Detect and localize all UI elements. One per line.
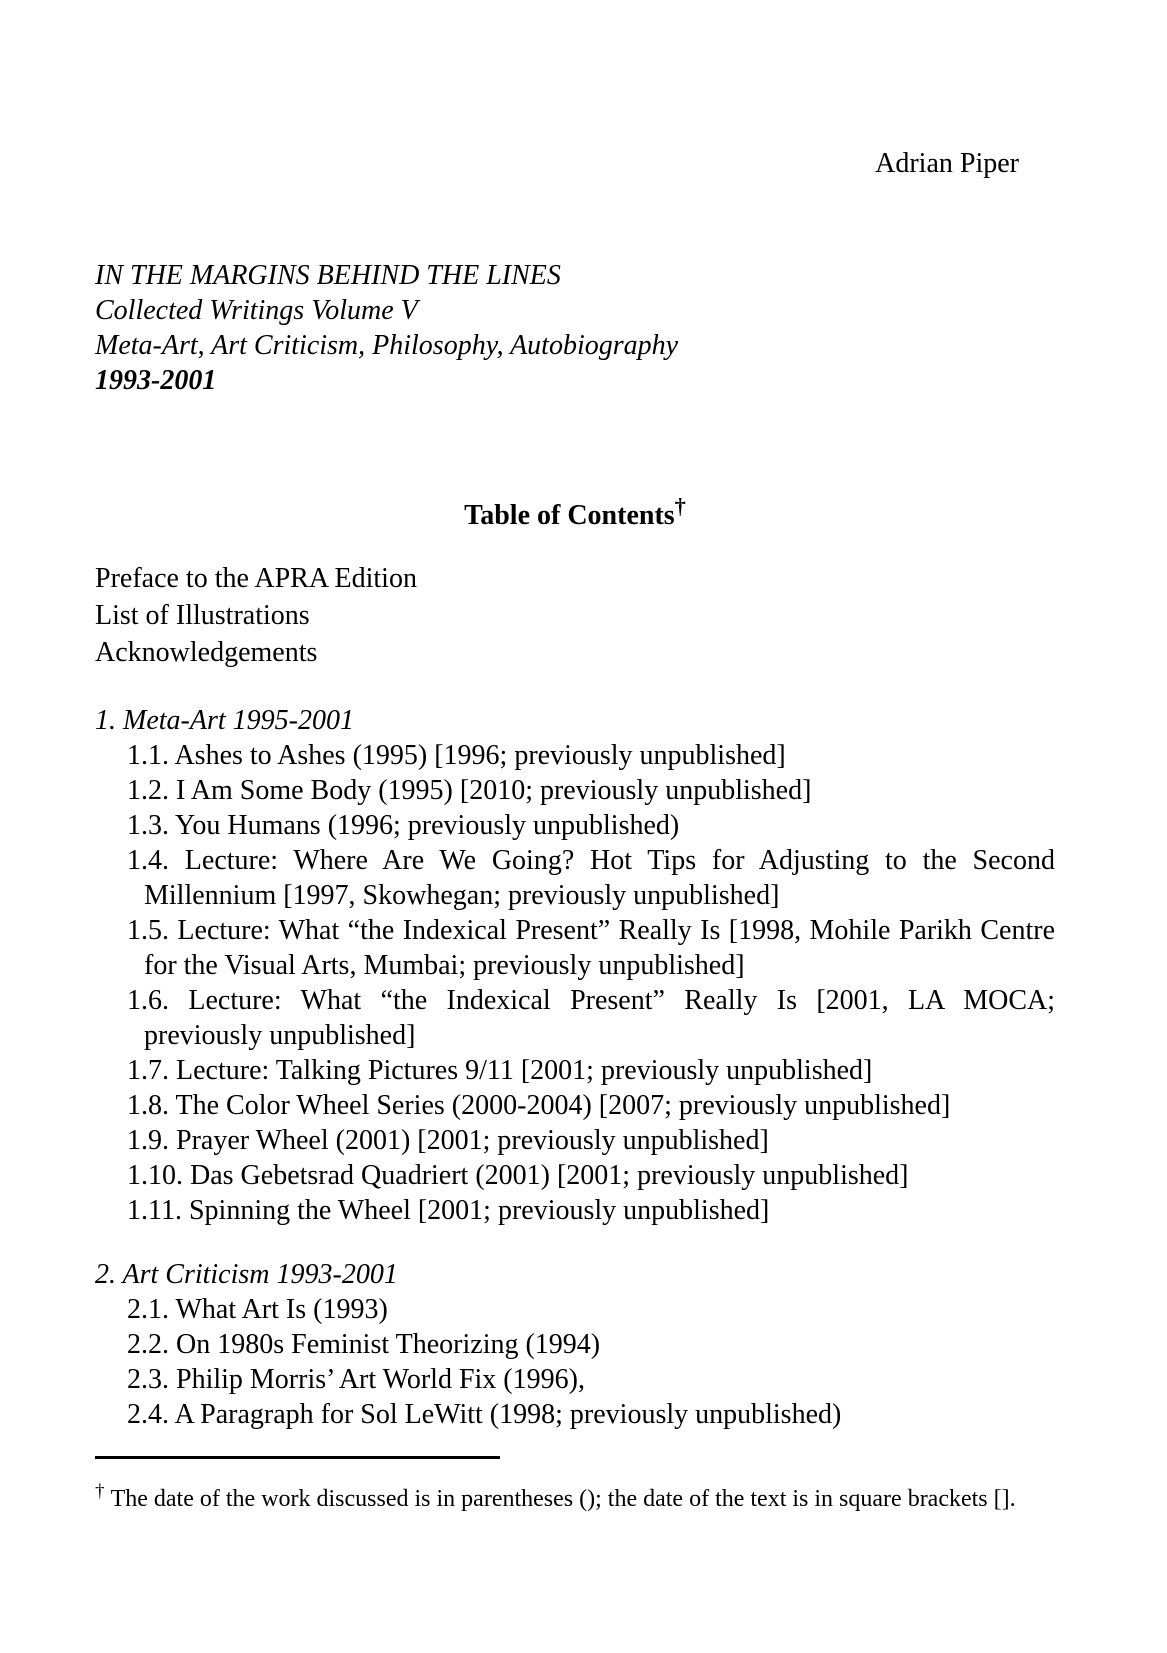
toc-item: 2.4. A Paragraph for Sol LeWitt (1998; previously unpublished) bbox=[127, 1399, 842, 1430]
toc-heading bbox=[95, 493, 1055, 533]
toc-item: 1.6. Lecture: What “the Indexical Present” Really Is [2001, LA MOCA; previously unpublished] bbox=[127, 985, 1055, 1051]
toc-item: 1.11. Spinning the Wheel [2001; previously unpublished] bbox=[127, 1195, 770, 1226]
toc-item: 1.4. Lecture: Where Are We Going? Hot Tips for Adjusting to the Second Millennium [1997, Skowhegan; previously unpublished] bbox=[127, 845, 1055, 911]
book-subtitle-volume: Collected Writings Volume V bbox=[95, 295, 418, 326]
toc-item: 1.2. I Am Some Body (1995) [2010; previously unpublished] bbox=[127, 775, 812, 806]
author-name: Adrian Piper bbox=[875, 148, 1019, 179]
front-matter-item-acknowledgements: Acknowledgements bbox=[95, 637, 318, 668]
toc-section-art-criticism bbox=[95, 1257, 1055, 1432]
toc-item: 1.8. The Color Wheel Series (2000-2004) [2007; previously unpublished] bbox=[127, 1090, 951, 1121]
toc-heading-footnote-marker: † bbox=[674, 493, 686, 519]
toc-item: 1.5. Lecture: What “the Indexical Present” Really Is [1998, Mohile Parikh Centre for the Visual Arts, Mumbai; previously unpublished] bbox=[127, 915, 1055, 981]
book-subtitle-topics: Meta-Art, Art Criticism, Philosophy, Autobiography bbox=[95, 330, 679, 361]
toc-heading-text: Table of Contents bbox=[464, 500, 675, 531]
footnote-separator-rule bbox=[95, 1456, 500, 1459]
footnote bbox=[95, 1456, 1055, 1518]
book-subtitle-years: 1993-2001 bbox=[95, 365, 217, 396]
book-title: IN THE MARGINS BEHIND THE LINES bbox=[95, 260, 561, 291]
toc-item: 1.9. Prayer Wheel (2001) [2001; previously unpublished] bbox=[127, 1125, 769, 1156]
title-block bbox=[95, 258, 1167, 398]
toc-item: 2.3. Philip Morris’ Art World Fix (1996), bbox=[127, 1364, 585, 1395]
toc-item: 2.2. On 1980s Feminist Theorizing (1994) bbox=[127, 1329, 601, 1360]
toc-item: 1.10. Das Gebetsrad Quadriert (2001) [2001; previously unpublished] bbox=[127, 1160, 909, 1191]
section-heading: 1. Meta-Art 1995-2001 bbox=[95, 705, 354, 736]
front-matter-item-illustrations: List of Illustrations bbox=[95, 600, 310, 631]
toc-item: 2.1. What Art Is (1993) bbox=[127, 1294, 388, 1325]
footnote-text bbox=[95, 1481, 1055, 1518]
footnote-body: The date of the work discussed is in parentheses (); the date of the text is in square brackets []. bbox=[110, 1486, 1016, 1512]
footnote-marker: † bbox=[95, 1481, 105, 1502]
toc-section-meta-art bbox=[95, 703, 1055, 1228]
toc-item: 1.3. You Humans (1996; previously unpublished) bbox=[127, 810, 680, 841]
front-matter-item-preface: Preface to the APRA Edition bbox=[95, 563, 417, 594]
toc-item: 1.1. Ashes to Ashes (1995) [1996; previously unpublished] bbox=[127, 740, 786, 771]
section-heading: 2. Art Criticism 1993-2001 bbox=[95, 1259, 398, 1290]
toc-item: 1.7. Lecture: Talking Pictures 9/11 [2001; previously unpublished] bbox=[127, 1055, 873, 1086]
front-matter-list bbox=[95, 560, 1167, 671]
